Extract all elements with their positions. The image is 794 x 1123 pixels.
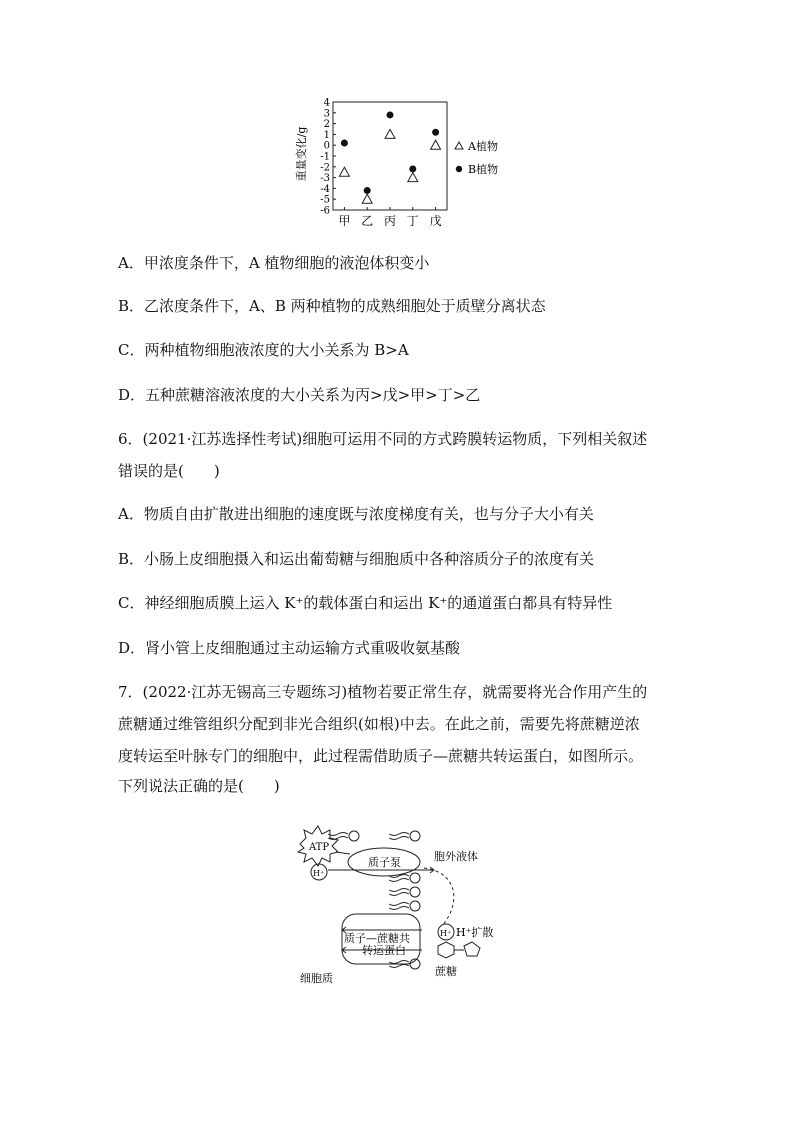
cytoplasm-label: 细胞质 [300, 972, 333, 985]
y-tick-label: 1 [323, 129, 330, 141]
proton-sucrose-diagram [292, 822, 516, 992]
point-b-plant [432, 129, 439, 136]
chart-svg [285, 92, 515, 232]
q7-stem-line2: 蔗糖通过维管组织分配到非光合组织(如根)中去。在此之前，需要先将蔗糖逆浓 [118, 715, 640, 733]
q5-option-b: B．乙浓度条件下，A、B 两种植物的成熟细胞处于质壁分离状态 [118, 297, 546, 315]
point-a-plant [339, 167, 349, 176]
q6-option-b: B．小肠上皮细胞摄入和运出葡萄糖与细胞质中各种溶质分子的浓度有关 [118, 550, 595, 568]
q5-option-d: D．五种蔗糖溶液浓度的大小关系为丙>戊>甲>丁>乙 [118, 386, 481, 404]
point-a-plant [362, 194, 372, 203]
q6-stem-line1: 6．(2021·江苏选择性考试)细胞可运用不同的方式跨膜转运物质，下列相关叙述 [118, 430, 648, 448]
h-plus-right-label: H⁺ [440, 929, 452, 938]
q7-stem-line4: 下列说法正确的是( ) [118, 777, 280, 795]
legend-circle-icon [456, 166, 462, 172]
legend-label: A植物 [468, 140, 498, 153]
y-tick-label: -5 [320, 194, 330, 206]
x-tick-label: 戊 [429, 214, 442, 228]
y-tick-label: 0 [323, 140, 330, 152]
q6-stem-line2: 错误的是( ) [118, 462, 220, 480]
x-tick-label: 丙 [383, 214, 397, 228]
y-tick-label: 4 [323, 97, 330, 109]
sucrose-pentagon-icon [464, 942, 480, 956]
point-a-plant [385, 129, 395, 138]
x-tick-label: 乙 [361, 214, 374, 228]
y-tick-label: -4 [320, 183, 330, 195]
y-tick-label: -2 [320, 162, 330, 174]
y-tick-label: -3 [320, 173, 330, 185]
q6-option-a: A．物质自由扩散进出细胞的速度既与浓度梯度有关，也与分子大小有关 [118, 505, 594, 523]
proton-pump-label: 质子泵 [368, 856, 401, 869]
point-b-plant [409, 165, 416, 172]
h-plus-left-label: H⁺ [313, 869, 325, 878]
point-b-plant [341, 140, 348, 147]
q7-stem-line1: 7．(2022·江苏无锡高三专题练习)植物若要正常生存，就需要将光合作用产生的 [118, 683, 648, 701]
point-a-plant [431, 140, 441, 149]
y-axis-title: 重量变化/g [295, 126, 308, 182]
x-tick-labels [338, 213, 441, 228]
legend-label: B植物 [468, 163, 499, 176]
y-tick-label: 2 [323, 119, 330, 131]
chart-marks [339, 111, 440, 203]
legend-triangle-icon [455, 142, 463, 149]
diagram-svg [292, 822, 516, 992]
q7-stem-line3: 度转运至叶脉专门的细胞中，此过程需借助质子—蔗糖共转运蛋白，如图所示。 [118, 747, 644, 765]
y-tick-label: -1 [320, 151, 330, 163]
point-a-plant [408, 173, 418, 182]
y-tick-labels [320, 98, 330, 217]
q5-option-a: A．甲浓度条件下，A 植物细胞的液泡体积变小 [118, 254, 430, 272]
point-b-plant [387, 111, 394, 118]
x-tick-label: 丁 [406, 214, 419, 228]
y-tick-label: -6 [320, 205, 330, 217]
q6-option-d: D．肾小管上皮细胞通过主动运输方式重吸收氨基酸 [118, 639, 461, 657]
q6-option-c: C．神经细胞质膜上运入 K⁺的载体蛋白和运出 K⁺的通道蛋白都具有特异性 [118, 594, 613, 612]
atp-label: ATP [309, 842, 330, 853]
y-tick-label: 3 [323, 108, 330, 120]
h-diffusion-label: H⁺扩散 [456, 926, 494, 939]
cotransporter-label-line2: 转运蛋白 [362, 944, 406, 957]
sucrose-label: 蔗糖 [435, 965, 457, 978]
x-tick-label: 甲 [338, 214, 351, 228]
point-b-plant [364, 187, 371, 194]
q5-option-c: C．两种植物细胞液浓度的大小关系为 B>A [118, 341, 409, 359]
weight-change-chart [285, 92, 515, 232]
sucrose-hexagon-icon [438, 942, 454, 958]
extracellular-label: 胞外液体 [434, 850, 478, 863]
cotransporter-label-line1: 质子—蔗糖共 [344, 932, 410, 945]
chart-legend [455, 139, 498, 176]
